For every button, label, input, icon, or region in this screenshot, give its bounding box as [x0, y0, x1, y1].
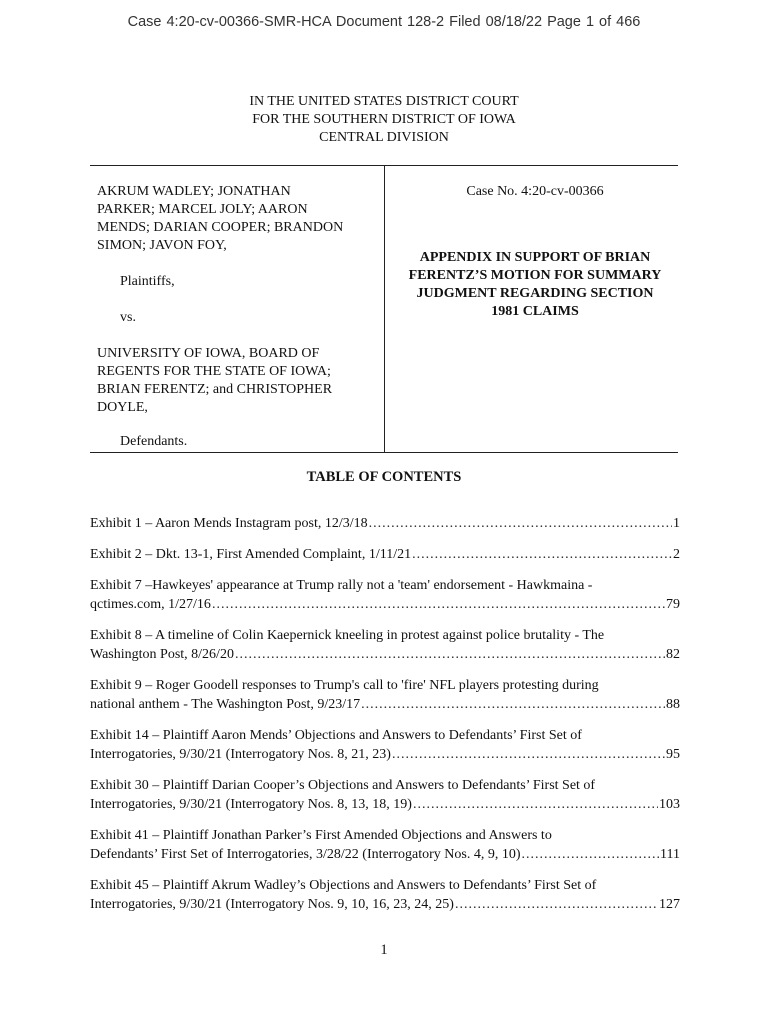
toc-entry-text: Exhibit 8 – A timeline of Colin Kaepernick kneeling in protest against police brutality - The [90, 628, 605, 643]
toc-page-number: 95 [666, 747, 680, 762]
caption-divider [384, 166, 385, 452]
case-info-block [390, 183, 680, 321]
dot-leader [235, 645, 665, 664]
toc-entry[interactable] [90, 576, 680, 614]
dot-leader [392, 745, 665, 764]
document-title [390, 249, 680, 321]
party-line: MENDS; DARIAN COOPER; BRANDON [97, 220, 344, 235]
defendants-label: Defendants. [120, 434, 188, 449]
dot-leader [361, 695, 665, 714]
parties-block [97, 183, 377, 451]
toc-page-number: 127 [659, 897, 680, 912]
party-line: BRIAN FERENTZ; and CHRISTOPHER [97, 382, 333, 397]
court-heading [0, 93, 768, 147]
dot-leader [522, 845, 660, 864]
toc-entry-text: Exhibit 7 –Hawkeyes' appearance at Trump rally not a 'team' endorsement - Hawkmaina - [90, 578, 593, 593]
toc-entry-text: Defendants’ First Set of Interrogatories, 3/28/22 (Interrogatory Nos. 4, 9, 10) [90, 847, 521, 862]
court-name: IN THE UNITED STATES DISTRICT COURT [249, 94, 519, 109]
case-caption [90, 165, 678, 453]
dot-leader [412, 545, 672, 564]
division-name: CENTRAL DIVISION [319, 130, 449, 145]
toc-entry-line [90, 695, 680, 714]
toc-entry[interactable] [90, 676, 680, 714]
toc-entry[interactable] [90, 626, 680, 664]
defendants-names [97, 345, 377, 417]
toc-heading: TABLE OF CONTENTS [306, 469, 462, 485]
dot-leader [455, 895, 658, 914]
toc-entry-text: Exhibit 30 – Plaintiff Darian Cooper’s Objections and Answers to Defendants’ First Set of [90, 778, 596, 793]
toc-page-number: 103 [659, 797, 680, 812]
district-name: FOR THE SOUTHERN DISTRICT OF IOWA [252, 112, 516, 127]
table-of-contents [90, 514, 680, 926]
toc-entry-text: Interrogatories, 9/30/21 (Interrogatory Nos. 8, 21, 23) [90, 747, 391, 762]
party-line: REGENTS FOR THE STATE OF IOWA; [97, 364, 331, 379]
toc-entry-line [90, 545, 680, 564]
toc-page-number: 79 [666, 597, 680, 612]
toc-page-number: 82 [666, 647, 680, 662]
versus-label: vs. [120, 310, 136, 325]
party-line: AKRUM WADLEY; JONATHAN [97, 184, 291, 199]
toc-entry-line [90, 645, 680, 664]
toc-entry-text: qctimes.com, 1/27/16 [90, 597, 211, 612]
filing-header: Case 4:20-cv-00366-SMR-HCA Document 128-2 Filed 08/18/22 Page 1 of 466 [127, 14, 641, 30]
title-line: JUDGMENT REGARDING SECTION [416, 286, 654, 301]
toc-entry-text: Exhibit 1 – Aaron Mends Instagram post, 12/3/18 [90, 516, 368, 531]
toc-entry-text: Washington Post, 8/26/20 [90, 647, 234, 662]
toc-entry-text: Exhibit 45 – Plaintiff Akrum Wadley’s Objections and Answers to Defendants’ First Set of [90, 878, 597, 893]
toc-entry-text: national anthem - The Washington Post, 9/23/17 [90, 697, 361, 712]
party-line: SIMON; JAVON FOY, [97, 238, 227, 253]
toc-entry-text: Exhibit 14 – Plaintiff Aaron Mends’ Objections and Answers to Defendants’ First Set of [90, 728, 582, 743]
party-line: UNIVERSITY OF IOWA, BOARD OF [97, 346, 320, 361]
toc-entry-line [90, 514, 680, 533]
toc-entry[interactable] [90, 876, 680, 914]
dot-leader [413, 795, 658, 814]
party-line: DOYLE, [97, 400, 148, 415]
toc-entry-text: Interrogatories, 9/30/21 (Interrogatory Nos. 9, 10, 16, 23, 24, 25) [90, 897, 454, 912]
toc-entry[interactable] [90, 776, 680, 814]
toc-page-number: 111 [660, 847, 680, 862]
title-line: FERENTZ’S MOTION FOR SUMMARY [408, 268, 662, 283]
toc-entry-line [90, 595, 680, 614]
plaintiffs-names [97, 183, 377, 255]
toc-page-number: 2 [673, 547, 680, 562]
dot-leader [212, 595, 665, 614]
toc-entry-line [90, 845, 680, 864]
toc-entry[interactable] [90, 514, 680, 533]
case-number: Case No. 4:20-cv-00366 [466, 184, 604, 199]
toc-entry-text: Interrogatories, 9/30/21 (Interrogatory Nos. 8, 13, 18, 19) [90, 797, 412, 812]
title-line: 1981 CLAIMS [491, 304, 579, 319]
dot-leader [369, 514, 672, 533]
toc-entry[interactable] [90, 545, 680, 564]
toc-entry[interactable] [90, 826, 680, 864]
title-line: APPENDIX IN SUPPORT OF BRIAN [419, 250, 651, 265]
toc-entry-text: Exhibit 41 – Plaintiff Jonathan Parker’s First Amended Objections and Answers to [90, 828, 552, 843]
toc-entry-text: Exhibit 2 – Dkt. 13-1, First Amended Complaint, 1/11/21 [90, 547, 412, 562]
page-number: 1 [380, 942, 388, 958]
toc-entry-line [90, 895, 680, 914]
toc-page-number: 1 [673, 516, 680, 531]
plaintiffs-label: Plaintiffs, [120, 274, 175, 289]
toc-page-number: 88 [666, 697, 680, 712]
toc-entry[interactable] [90, 726, 680, 764]
toc-entry-line [90, 795, 680, 814]
toc-entry-line [90, 745, 680, 764]
toc-entry-text: Exhibit 9 – Roger Goodell responses to Trump's call to 'fire' NFL players protesting during [90, 678, 599, 693]
party-line: PARKER; MARCEL JOLY; AARON [97, 202, 308, 217]
